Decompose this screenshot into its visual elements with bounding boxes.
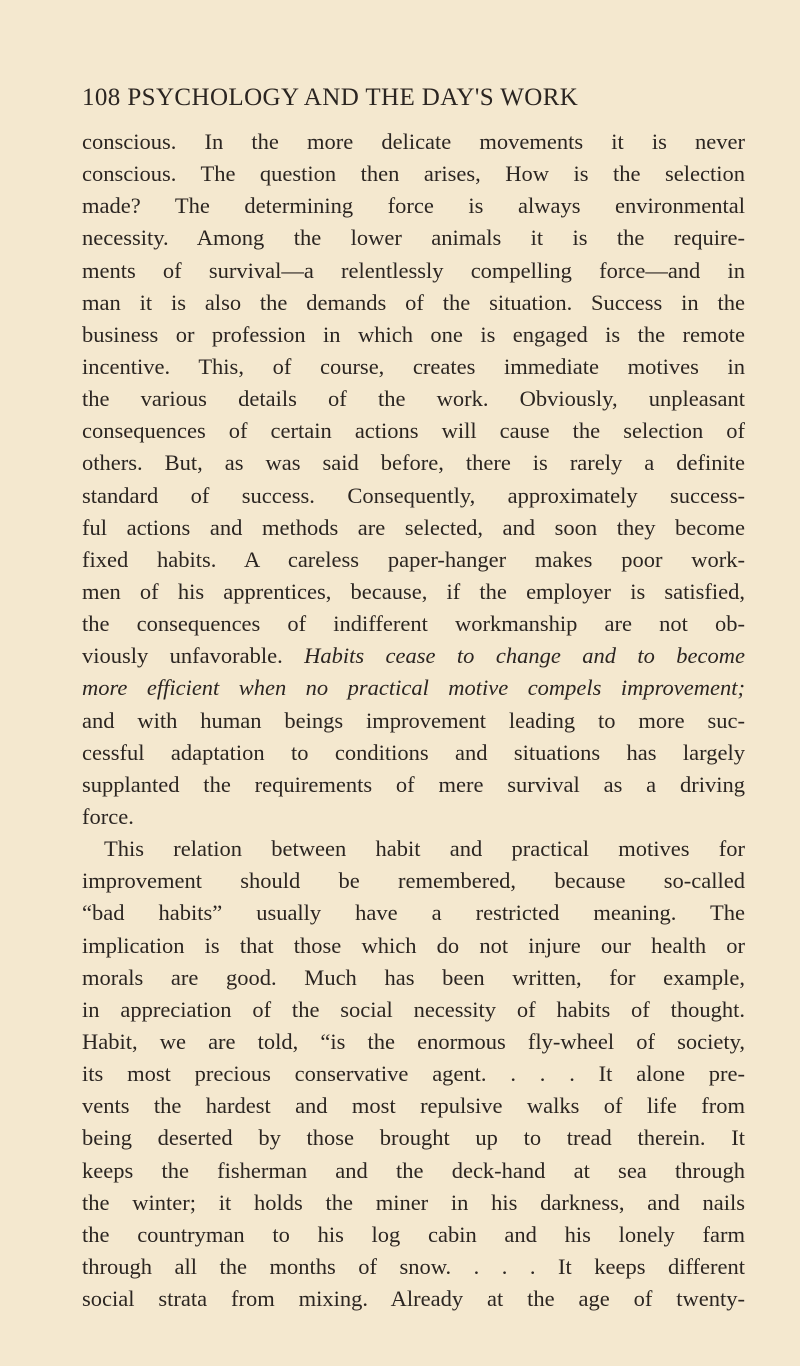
text-line xyxy=(82,865,745,897)
text-segment: social strata from mixing. Already at the age of twenty- xyxy=(82,1286,745,1312)
text-segment: others. But, as was said before, there is rarely a definite xyxy=(82,450,745,476)
text-line xyxy=(82,1187,745,1219)
text-line xyxy=(82,1219,745,1251)
text-line xyxy=(82,930,745,962)
text-segment: standard of success. Consequently, approximately success- xyxy=(82,482,745,508)
text-segment: supplanted the requirements of mere survival as a driving xyxy=(82,771,745,797)
text-segment: the consequences of indifferent workmanship are not ob- xyxy=(82,611,745,637)
text-line xyxy=(82,1026,745,1058)
text-line xyxy=(82,544,745,576)
text-segment: implication is that those which do not injure our health or xyxy=(82,932,745,958)
text-line xyxy=(82,1155,745,1187)
text-line xyxy=(82,737,745,769)
text-segment: viously unfavorable. xyxy=(82,643,305,669)
text-segment: morals are good. Much has been written, for example, xyxy=(82,964,745,990)
text-line xyxy=(82,126,745,158)
text-line xyxy=(82,1058,745,1090)
text-line xyxy=(82,608,745,640)
text-line xyxy=(82,1283,745,1315)
text-segment: improvement should be remembered, because so-called xyxy=(82,868,745,894)
text-line xyxy=(82,1090,745,1122)
text-segment: in appreciation of the social necessity of habits of thought. xyxy=(82,996,745,1022)
text-line xyxy=(82,640,745,672)
text-segment: made? The determining force is always environmental xyxy=(82,193,745,219)
text-segment: conscious. In the more delicate movements it is never xyxy=(82,129,745,154)
text-line xyxy=(82,190,745,222)
text-line xyxy=(82,801,745,833)
text-line xyxy=(82,319,745,351)
text-segment: its most precious conservative agent. . . . It alone pre- xyxy=(82,1061,745,1087)
text-segment: the countryman to his log cabin and his lonely farm xyxy=(82,1221,745,1247)
text-segment: vents the hardest and most repulsive walks of life from xyxy=(82,1093,745,1119)
running-title: PSYCHOLOGY AND THE DAY'S WORK xyxy=(127,84,579,111)
text-segment: ments of survival—a relentlessly compelling force—and in xyxy=(82,257,745,283)
text-line xyxy=(82,222,745,254)
text-segment: incentive. This, of course, creates immediate motives in xyxy=(82,353,745,379)
text-segment: through all the months of snow. . . . It keeps different xyxy=(82,1253,745,1279)
text-line xyxy=(82,383,745,415)
text-segment: being deserted by those brought up to tread therein. It xyxy=(82,1125,745,1151)
text-segment: business or profession in which one is engaged is the remote xyxy=(82,321,745,347)
text-line xyxy=(82,255,745,287)
text-segment: cessful adaptation to conditions and situations has largely xyxy=(82,739,745,765)
text-segment: the various details of the work. Obviously, unpleasant xyxy=(82,386,745,412)
text-line xyxy=(82,158,745,190)
text-segment: ful actions and methods are selected, and soon they become xyxy=(82,514,745,540)
text-segment: and with human beings improvement leading to more suc- xyxy=(82,707,745,733)
text-segment: man it is also the demands of the situation. Success in the xyxy=(82,289,745,315)
text-segment: necessity. Among the lower animals it is the require- xyxy=(82,225,745,251)
text-segment: This relation between habit and practical motives for xyxy=(104,836,745,862)
text-line xyxy=(82,1251,745,1283)
text-line xyxy=(82,351,745,383)
text-line xyxy=(82,447,745,479)
text-segment: men of his apprentices, because, if the employer is satisfied, xyxy=(82,578,745,604)
text-line xyxy=(82,897,745,929)
body-text xyxy=(82,126,745,1315)
text-line xyxy=(82,833,745,865)
text-line xyxy=(82,512,745,544)
text-line xyxy=(82,415,745,447)
text-segment: the winter; it holds the miner in his darkness, and nails xyxy=(82,1189,745,1215)
text-line xyxy=(82,705,745,737)
text-line xyxy=(82,480,745,512)
page-number: 108 xyxy=(82,84,121,111)
text-line xyxy=(82,769,745,801)
text-segment: “bad habits” usually have a restricted meaning. The xyxy=(82,900,745,926)
text-segment: conscious. The question then arises, How is the selection xyxy=(82,161,745,187)
text-segment: force. xyxy=(82,803,134,829)
text-line xyxy=(82,994,745,1026)
text-line xyxy=(82,672,745,704)
italic-segment: more efficient when no practical motive compels improvement; xyxy=(82,675,745,701)
running-header xyxy=(82,84,742,112)
text-line xyxy=(82,962,745,994)
text-line xyxy=(82,287,745,319)
text-segment: keeps the fisherman and the deck-hand at sea through xyxy=(82,1157,745,1183)
text-line xyxy=(82,576,745,608)
text-segment: Habit, we are told, “is the enormous fly-wheel of society, xyxy=(82,1028,745,1054)
text-segment: fixed habits. A careless paper-hanger makes poor work- xyxy=(82,546,745,572)
text-segment: consequences of certain actions will cause the selection of xyxy=(82,418,745,444)
text-line xyxy=(82,1122,745,1154)
italic-segment: Habits cease to change and to become xyxy=(304,643,745,669)
